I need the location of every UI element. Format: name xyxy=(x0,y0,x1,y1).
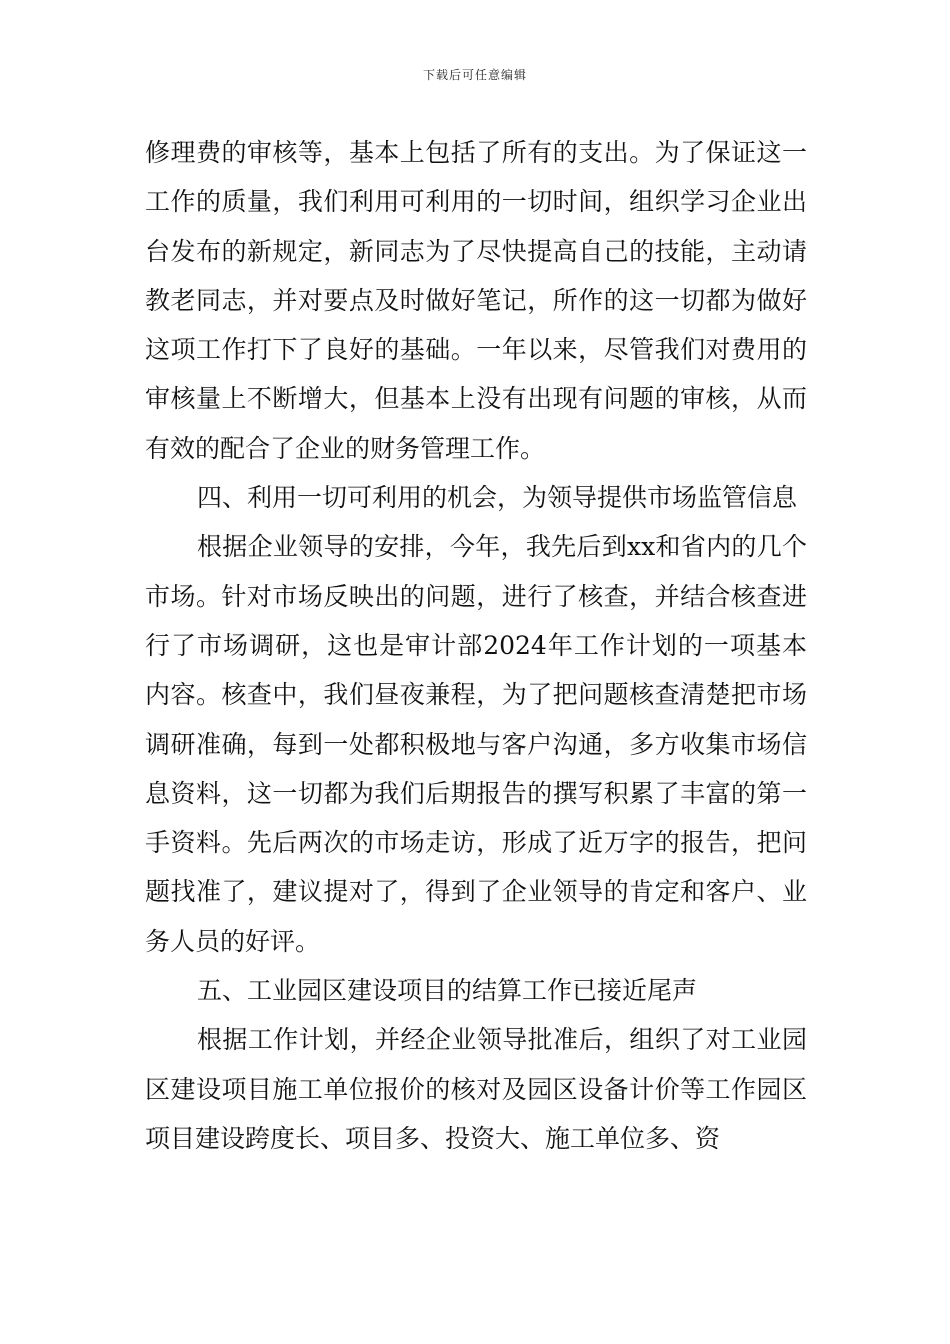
paragraph-1: 修理费的审核等，基本上包括了所有的支出。为了保证这一工作的质量，我们利用可利用的一切时间，组织学习企业出台发布的新规定，新同志为了尽快提高自己的技能，主动请教老同志，并对要点及时做好笔记，所作的这一切都为做好这项工作打下了良好的基础。一年以来，尽管我们对费用的审核量上不断增大，但基本上没有出现有问题的审核，从而有效的配合了企业的财务管理工作。 xyxy=(145,138,807,463)
paragraph-3: 根据工作计划，并经企业领导批准后，组织了对工业园区建设项目施工单位报价的核对及园区设备计价等工作园区项目建设跨度长、项目多、投资大、施工单位多、资 xyxy=(145,1025,807,1153)
heading-section-5: 五、工业园区建设项目的结算工作已接近尾声 xyxy=(197,976,698,1006)
heading-section-4: 四、利用一切可利用的机会，为领导提供市场监管信息 xyxy=(197,483,798,513)
paragraph-2: 根据企业领导的安排，今年，我先后到xx和省内的几个市场。针对市场反映出的问题，进行了核查，并结合核查进行了市场调研，这也是审计部2024年工作计划的一项基本内容。核查中，我们昼夜兼程，为了把问题核查清楚把市场调研准确，每到一处都积极地与客户沟通，多方收集市场信息资料，这一切都为我们后期报告的撰写积累了丰富的第一手资料。先后两次的市场走访，形成了近万字的报告，把问题找准了，建议提对了，得到了企业领导的肯定和客户、业务人员的好评。 xyxy=(145,532,807,956)
page-header: 下载后可任意编辑 xyxy=(422,68,527,82)
document-body xyxy=(145,128,807,1163)
